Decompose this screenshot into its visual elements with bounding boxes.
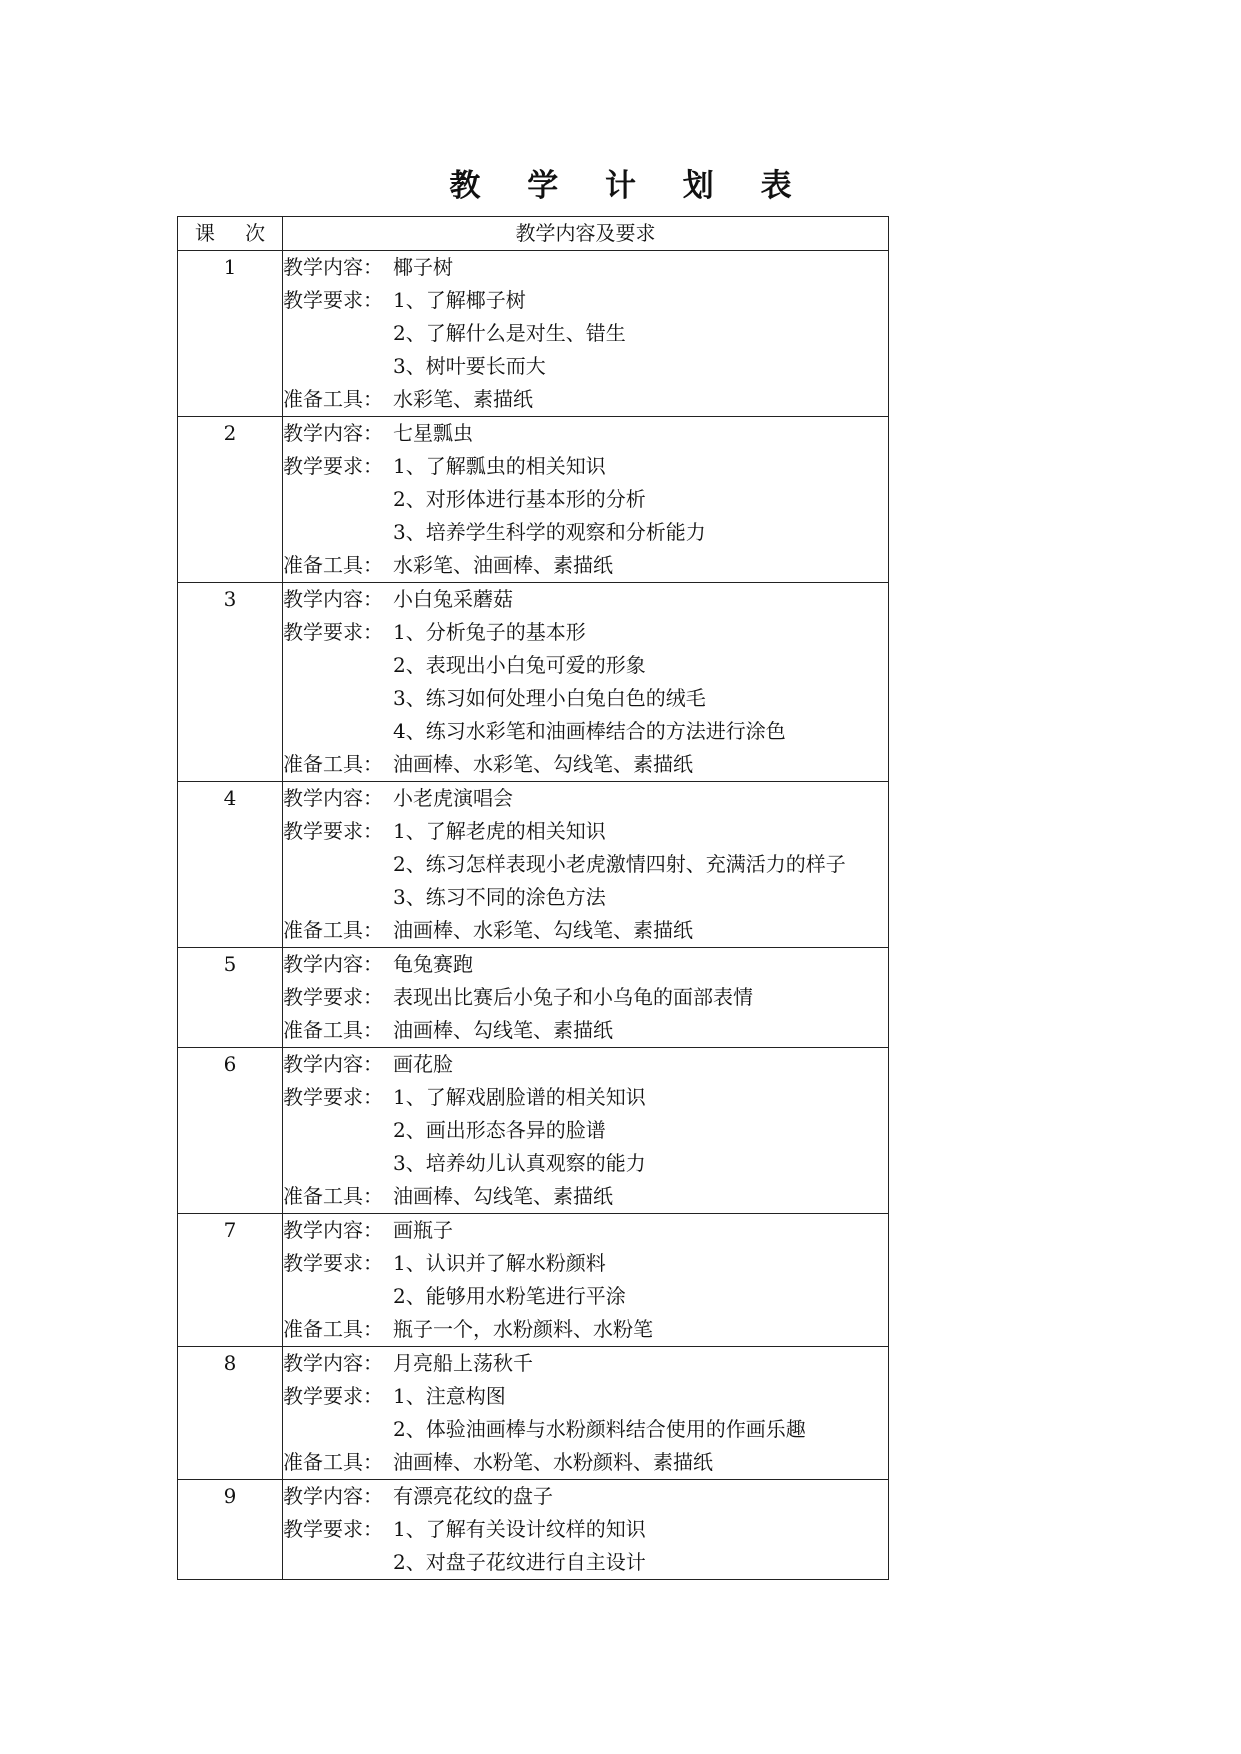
content-line-label: 教学内容： (283, 952, 383, 976)
table-header-row (178, 217, 889, 251)
content-line-label: 准备工具： (283, 918, 383, 942)
content-line-label (283, 483, 393, 516)
table-row (178, 948, 889, 1048)
table-row (178, 1347, 889, 1480)
content-line (283, 1347, 888, 1380)
content-line (283, 549, 888, 582)
content-line-text: 月亮船上荡秋千 (393, 1351, 533, 1375)
content-line-label (283, 350, 393, 383)
content-line-label: 准备工具： (283, 752, 383, 776)
content-line-label: 教学要求： (283, 819, 383, 843)
content-line-text: 1、了解戏剧脸谱的相关知识 (393, 1085, 646, 1109)
lesson-content-cell (283, 948, 889, 1048)
content-line-label (283, 1114, 393, 1147)
content-line-text: 龟兔赛跑 (393, 952, 473, 976)
content-line (283, 848, 888, 881)
content-line (283, 881, 888, 914)
column-header-content: 教学内容及要求 (283, 217, 889, 251)
content-line-label: 教学内容： (283, 255, 383, 279)
content-line-text: 水彩笔、油画棒、素描纸 (393, 553, 613, 577)
lesson-number: 9 (178, 1480, 283, 1580)
content-line-label: 教学要求： (283, 1517, 383, 1541)
content-line (283, 748, 888, 781)
table-row (178, 782, 889, 948)
content-line (283, 516, 888, 549)
content-line (283, 914, 888, 947)
content-line (283, 782, 888, 815)
content-line-label: 准备工具： (283, 1018, 383, 1042)
lesson-number: 6 (178, 1048, 283, 1214)
content-line-label (283, 682, 393, 715)
content-line (283, 450, 888, 483)
content-line (283, 1247, 888, 1280)
content-line-text: 画花脸 (393, 1052, 453, 1076)
lesson-number: 7 (178, 1214, 283, 1347)
lesson-content-cell (283, 583, 889, 782)
lesson-number: 3 (178, 583, 283, 782)
content-line-text: 2、对盘子花纹进行自主设计 (393, 1550, 646, 1574)
content-line (283, 1214, 888, 1247)
content-line (283, 1446, 888, 1479)
content-line-text: 3、练习不同的涂色方法 (393, 885, 606, 909)
content-line-label: 准备工具： (283, 1317, 383, 1341)
content-line-label: 准备工具： (283, 1184, 383, 1208)
content-line (283, 616, 888, 649)
content-line-label: 教学内容： (283, 587, 383, 611)
content-line (283, 1513, 888, 1546)
teaching-plan-table (177, 216, 889, 1580)
content-line-label: 教学要求： (283, 288, 383, 312)
content-line-text: 油画棒、水彩笔、勾线笔、素描纸 (393, 752, 693, 776)
lesson-number: 4 (178, 782, 283, 948)
content-line-text: 1、分析兔子的基本形 (393, 620, 586, 644)
content-line-label: 教学要求： (283, 1384, 383, 1408)
table-row (178, 417, 889, 583)
content-line-label: 教学内容： (283, 1484, 383, 1508)
content-line-text: 1、了解瓢虫的相关知识 (393, 454, 606, 478)
content-line-label (283, 516, 393, 549)
content-line-text: 2、对形体进行基本形的分析 (393, 487, 646, 511)
table-row (178, 583, 889, 782)
table-row (178, 251, 889, 417)
content-line-label (283, 1413, 393, 1446)
content-line-label (283, 649, 393, 682)
content-line-label (283, 1147, 393, 1180)
content-line (283, 1014, 888, 1047)
content-line-label (283, 848, 393, 881)
content-line-text: 2、能够用水粉笔进行平涂 (393, 1284, 626, 1308)
content-line-text: 油画棒、勾线笔、素描纸 (393, 1018, 613, 1042)
content-line (283, 948, 888, 981)
lesson-number: 1 (178, 251, 283, 417)
content-line-text: 小白兔采蘑菇 (393, 587, 513, 611)
content-line-text: 4、练习水彩笔和油画棒结合的方法进行涂色 (393, 719, 786, 743)
content-line-text: 表现出比赛后小兔子和小乌龟的面部表情 (393, 985, 753, 1009)
content-line-text: 3、培养学生科学的观察和分析能力 (393, 520, 706, 544)
content-line (283, 981, 888, 1014)
content-line (283, 715, 888, 748)
lesson-number: 5 (178, 948, 283, 1048)
column-header-lesson (178, 217, 283, 251)
content-line-text: 2、了解什么是对生、错生 (393, 321, 626, 345)
content-line-label (283, 715, 393, 748)
content-line-label: 教学要求： (283, 985, 383, 1009)
content-line-label (283, 881, 393, 914)
content-line-text: 1、注意构图 (393, 1384, 506, 1408)
content-line-label: 教学要求： (283, 1085, 383, 1109)
content-line (283, 1413, 888, 1446)
content-line (283, 1114, 888, 1147)
content-line (283, 350, 888, 383)
table-row (178, 1214, 889, 1347)
content-line-text: 有漂亮花纹的盘子 (393, 1484, 553, 1508)
content-line-text: 2、体验油画棒与水粉颜料结合使用的作画乐趣 (393, 1417, 806, 1441)
content-line-label: 教学内容： (283, 786, 383, 810)
content-line-text: 七星瓢虫 (393, 421, 473, 445)
content-line-text: 油画棒、水粉笔、水粉颜料、素描纸 (393, 1450, 713, 1474)
content-line-label (283, 1280, 393, 1313)
content-line-text: 油画棒、水彩笔、勾线笔、素描纸 (393, 918, 693, 942)
content-line (283, 682, 888, 715)
content-line-text: 椰子树 (393, 255, 453, 279)
content-line (283, 1180, 888, 1213)
table-body (178, 251, 889, 1580)
lesson-content-cell (283, 1480, 889, 1580)
content-line-text: 3、树叶要长而大 (393, 354, 546, 378)
content-line-label: 教学内容： (283, 1052, 383, 1076)
content-line-text: 3、培养幼儿认真观察的能力 (393, 1151, 646, 1175)
content-line (283, 417, 888, 450)
content-line-label: 准备工具： (283, 1450, 383, 1474)
content-line-text: 水彩笔、素描纸 (393, 387, 533, 411)
content-line (283, 284, 888, 317)
content-line-label: 教学内容： (283, 421, 383, 445)
content-line-text: 小老虎演唱会 (393, 786, 513, 810)
content-line (283, 317, 888, 350)
column-header-lesson-label: 课 次 (194, 221, 278, 245)
content-line (283, 1081, 888, 1114)
lesson-number: 8 (178, 1347, 283, 1480)
content-line-label: 准备工具： (283, 553, 383, 577)
content-line-text: 2、表现出小白兔可爱的形象 (393, 653, 646, 677)
page-title: 教 学 计 划 表 (449, 168, 810, 204)
content-line (283, 583, 888, 616)
content-line-text: 画瓶子 (393, 1218, 453, 1242)
content-line (283, 1048, 888, 1081)
lesson-content-cell (283, 417, 889, 583)
content-line (283, 1280, 888, 1313)
table-row (178, 1480, 889, 1580)
content-line (283, 1546, 888, 1579)
content-line-text: 瓶子一个，水粉颜料、水粉笔 (393, 1317, 653, 1341)
content-line-label: 教学要求： (283, 1251, 383, 1275)
content-line (283, 815, 888, 848)
content-line (283, 649, 888, 682)
content-line-text: 1、了解椰子树 (393, 288, 526, 312)
lesson-number: 2 (178, 417, 283, 583)
content-line-label: 教学要求： (283, 454, 383, 478)
content-line-label: 教学内容： (283, 1351, 383, 1375)
content-line-text: 3、练习如何处理小白兔白色的绒毛 (393, 686, 706, 710)
content-line-text: 1、认识并了解水粉颜料 (393, 1251, 606, 1275)
lesson-content-cell (283, 1214, 889, 1347)
content-line-label (283, 317, 393, 350)
content-line-text: 2、练习怎样表现小老虎激情四射、充满活力的样子 (393, 852, 846, 876)
content-line-text: 1、了解有关设计纹样的知识 (393, 1517, 646, 1541)
content-line (283, 383, 888, 416)
lesson-content-cell (283, 251, 889, 417)
content-line (283, 1480, 888, 1513)
content-line-label: 准备工具： (283, 387, 383, 411)
content-line (283, 1313, 888, 1346)
lesson-content-cell (283, 782, 889, 948)
content-line-text: 油画棒、勾线笔、素描纸 (393, 1184, 613, 1208)
content-line-label (283, 1546, 393, 1579)
content-line-text: 1、了解老虎的相关知识 (393, 819, 606, 843)
content-line-label: 教学内容： (283, 1218, 383, 1242)
content-line (283, 483, 888, 516)
content-line (283, 1147, 888, 1180)
table-row (178, 1048, 889, 1214)
content-line (283, 1380, 888, 1413)
lesson-content-cell (283, 1347, 889, 1480)
content-line-label: 教学要求： (283, 620, 383, 644)
content-line-text: 2、画出形态各异的脸谱 (393, 1118, 606, 1142)
lesson-content-cell (283, 1048, 889, 1214)
content-line (283, 251, 888, 284)
